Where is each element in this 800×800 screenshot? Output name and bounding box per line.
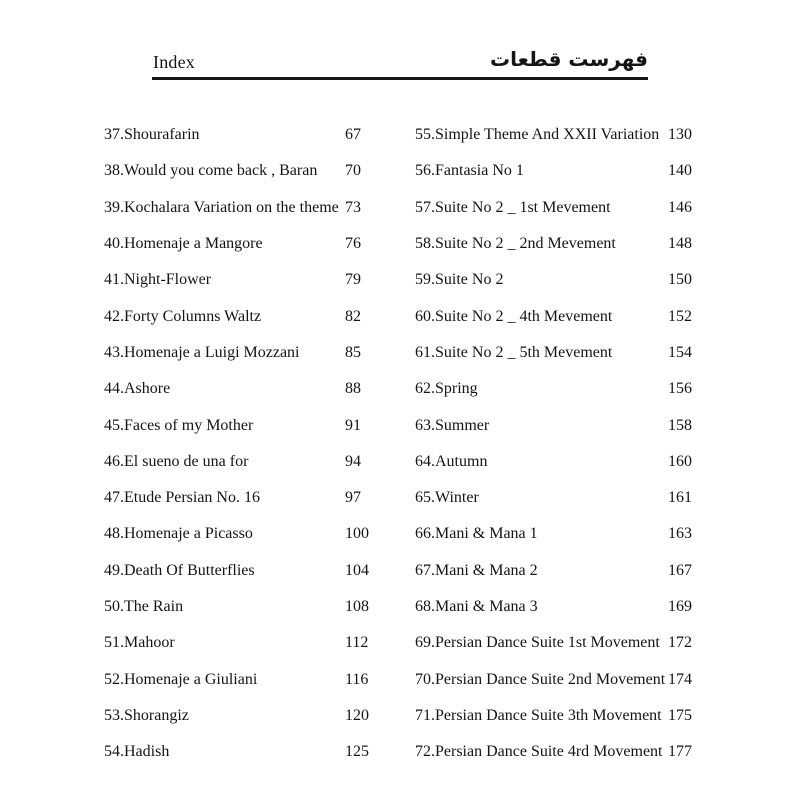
entry-label: 48.Homenaje a Picasso: [104, 525, 253, 543]
entry-label: 71.Persian Dance Suite 3th Movement: [415, 706, 662, 724]
index-column-right: [415, 117, 708, 770]
index-entry: [415, 589, 708, 625]
entry-label: 41.Night-Flower: [104, 271, 212, 289]
entry-label: 66.Mani & Mana 1: [415, 525, 538, 543]
index-entry: [104, 444, 385, 480]
entry-page-number: 130: [668, 126, 692, 144]
index-entry: [104, 589, 385, 625]
index-entry: [104, 153, 385, 189]
entry-label: 56.Fantasia No 1: [415, 162, 524, 180]
entry-label: 61.Suite No 2 _ 5th Mevement: [415, 343, 613, 361]
entry-label: 45.Faces of my Mother: [104, 416, 254, 434]
index-entry: [104, 480, 385, 516]
entry-page-number: 148: [668, 235, 692, 253]
index-entry: [415, 407, 708, 443]
index-entry: [415, 117, 708, 153]
index-entry: [104, 226, 385, 262]
index-entry: [415, 553, 708, 589]
index-entry: [415, 734, 708, 770]
entry-page-number: 172: [668, 634, 692, 652]
index-title-persian: فهرست قطعات: [489, 47, 648, 71]
entry-label: 67.Mani & Mana 2: [415, 561, 538, 579]
index-entry: [104, 625, 385, 661]
entry-label: 72.Persian Dance Suite 4rd Movement: [415, 743, 663, 761]
entry-label: 47.Etude Persian No. 16: [104, 489, 260, 507]
entry-label: 57.Suite No 2 _ 1st Mevement: [415, 198, 611, 216]
entry-label: 46.El sueno de una for: [104, 452, 249, 470]
entry-label: 40.Homenaje a Mangore: [104, 235, 263, 253]
index-entry: [104, 335, 385, 371]
entry-page-number: 94: [345, 452, 361, 470]
entry-label: 62.Spring: [415, 380, 478, 398]
entry-label: 39.Kochalara Variation on the theme: [104, 198, 339, 216]
index-entry: [415, 516, 708, 552]
index-entry: [415, 262, 708, 298]
entry-page-number: 120: [345, 706, 369, 724]
entry-page-number: 91: [345, 416, 361, 434]
index-entry: [415, 153, 708, 189]
index-entry: [415, 371, 708, 407]
entry-label: 38.Would you come back , Baran: [104, 162, 318, 180]
header-rule: [152, 77, 648, 80]
entry-page-number: 152: [668, 307, 692, 325]
index-entry: [104, 117, 385, 153]
index-entry: [415, 698, 708, 734]
index-entry: [415, 190, 708, 226]
index-entry: [415, 444, 708, 480]
entry-page-number: 116: [345, 670, 369, 688]
index-entry: [104, 553, 385, 589]
index-entry: [104, 734, 385, 770]
entry-page-number: 175: [668, 706, 692, 724]
entry-page-number: 169: [668, 598, 692, 615]
index-entry: [104, 661, 385, 697]
entry-page-number: 163: [668, 525, 692, 543]
entry-page-number: 154: [668, 343, 692, 361]
entry-label: 50.The Rain: [104, 598, 184, 615]
index-entry: [104, 190, 385, 226]
entry-label: 68.Mani & Mana 3: [415, 598, 538, 615]
entry-label: 58.Suite No 2 _ 2nd Mevement: [415, 235, 616, 253]
entry-label: 69.Persian Dance Suite 1st Movement: [415, 634, 660, 652]
entry-page-number: 97: [345, 489, 361, 507]
index-entry: [415, 335, 708, 371]
index-entry: [415, 625, 708, 661]
entry-page-number: 76: [345, 235, 361, 253]
entry-page-number: 112: [345, 634, 369, 652]
entry-page-number: 108: [345, 598, 369, 615]
entry-label: 54.Hadish: [104, 743, 170, 761]
entry-page-number: 125: [345, 743, 369, 761]
entry-label: 42.Forty Columns Waltz: [104, 307, 262, 325]
entry-label: 65.Winter: [415, 489, 479, 507]
index-column-left: [104, 117, 385, 770]
entry-page-number: 158: [668, 416, 692, 434]
entry-page-number: 161: [668, 489, 692, 507]
entry-label: 70.Persian Dance Suite 2nd Movement: [415, 670, 666, 688]
entry-page-number: 146: [668, 198, 692, 216]
entry-label: 64.Autumn: [415, 452, 488, 470]
entry-label: 44.Ashore: [104, 380, 171, 398]
index-entry: [104, 407, 385, 443]
index-entry: [415, 298, 708, 334]
entry-page-number: 167: [668, 561, 692, 579]
entry-label: 59.Suite No 2: [415, 271, 504, 289]
entry-label: 51.Mahoor: [104, 634, 175, 652]
entry-label: 60.Suite No 2 _ 4th Mevement: [415, 307, 613, 325]
index-entry: [415, 480, 708, 516]
index-entry: [415, 226, 708, 262]
index-entry: [415, 661, 708, 697]
entry-page-number: 160: [668, 452, 692, 470]
entry-label: 37.Shourafarin: [104, 126, 200, 144]
entry-page-number: 79: [345, 271, 361, 289]
entry-label: 52.Homenaje a Giuliani: [104, 670, 258, 688]
entry-page-number: 140: [668, 162, 692, 180]
entry-page-number: 174: [668, 670, 692, 688]
entry-page-number: 156: [668, 380, 692, 398]
entry-page-number: 73: [345, 198, 361, 216]
index-entry: [104, 298, 385, 334]
entry-page-number: 82: [345, 307, 361, 325]
index-title-english: Index: [153, 52, 195, 72]
entry-label: 55.Simple Theme And XXII Variation: [415, 126, 660, 144]
entry-page-number: 85: [345, 343, 361, 361]
entry-page-number: 177: [668, 743, 692, 761]
entry-label: 63.Summer: [415, 416, 490, 434]
entry-page-number: 67: [345, 126, 361, 144]
index-entry: [104, 698, 385, 734]
entry-page-number: 100: [345, 525, 369, 543]
entry-label: 43.Homenaje a Luigi Mozzani: [104, 343, 300, 361]
entry-page-number: 88: [345, 380, 361, 398]
index-entry: [104, 262, 385, 298]
index-entry: [104, 516, 385, 552]
entry-label: 53.Shorangiz: [104, 706, 189, 724]
entry-label: 49.Death Of Butterflies: [104, 561, 255, 579]
entry-page-number: 150: [668, 271, 692, 289]
entry-page-number: 104: [345, 561, 369, 579]
index-entry: [104, 371, 385, 407]
entry-page-number: 70: [345, 162, 361, 180]
